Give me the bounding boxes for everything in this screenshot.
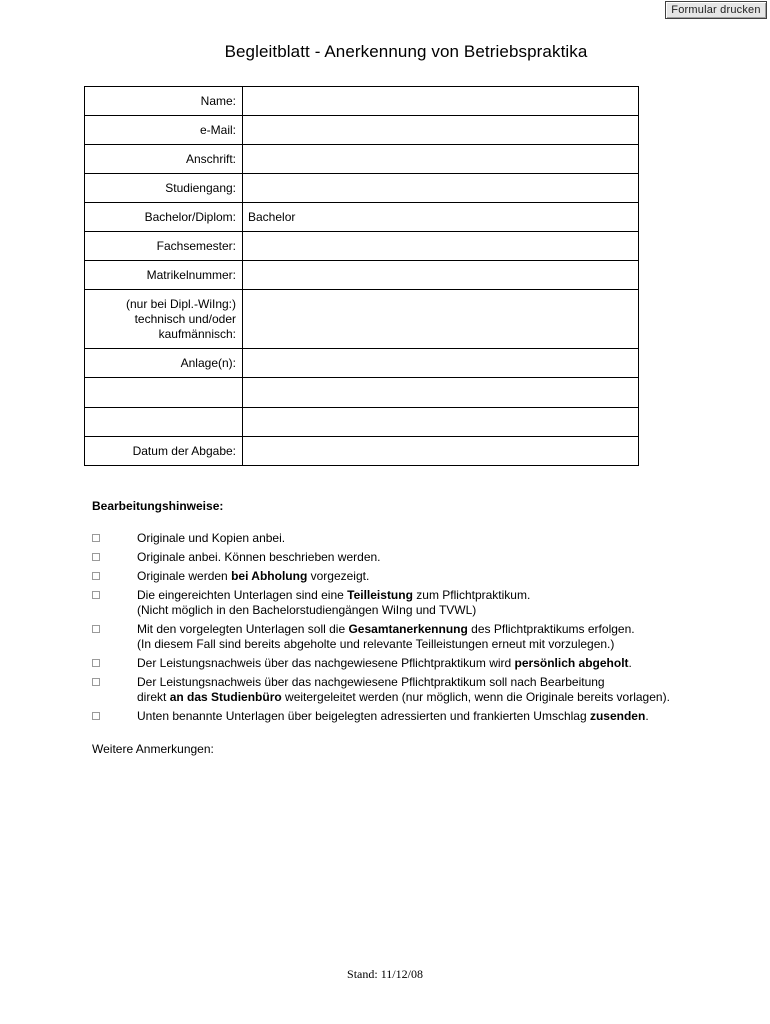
list-item bbox=[92, 709, 732, 724]
dipl-type-label-line: technisch und/oder bbox=[134, 311, 236, 326]
notes-heading: Bearbeitungshinweise: bbox=[92, 499, 224, 513]
table-row bbox=[85, 437, 639, 466]
item-text-line2 bbox=[137, 690, 732, 705]
further-remarks-label: Weitere Anmerkungen: bbox=[92, 742, 214, 756]
table-row bbox=[85, 116, 639, 145]
address-label: Anschrift: bbox=[85, 145, 243, 174]
emphasis: Teilleistung bbox=[347, 588, 413, 602]
submission-date-label: Datum der Abgabe: bbox=[85, 437, 243, 466]
item-text-line2: (In diesem Fall sind bereits abgeholte und relevante Teilleistungen erneut mit vorzulegen.) bbox=[137, 637, 615, 651]
list-item bbox=[92, 569, 732, 584]
item-text bbox=[137, 569, 732, 584]
degree-label: Bachelor/Diplom: bbox=[85, 203, 243, 232]
emphasis: Gesamtanerkennung bbox=[348, 622, 468, 636]
attachments-field-1[interactable] bbox=[243, 349, 639, 378]
table-row bbox=[85, 408, 639, 437]
application-form-table bbox=[84, 86, 639, 466]
name-label: Name: bbox=[85, 87, 243, 116]
text-part: zum Pflichtpraktikum. bbox=[412, 588, 531, 602]
program-field[interactable] bbox=[243, 174, 639, 203]
table-row bbox=[85, 261, 639, 290]
program-label: Studiengang: bbox=[85, 174, 243, 203]
email-field[interactable] bbox=[243, 116, 639, 145]
matriculation-field[interactable] bbox=[243, 261, 639, 290]
page-title: Begleitblatt - Anerkennung von Betriebspraktika bbox=[224, 42, 588, 61]
text-part: Mit den vorgelegten Unterlagen soll die bbox=[137, 622, 349, 636]
item-text: Originale und Kopien anbei. bbox=[137, 531, 286, 545]
checkbox[interactable] bbox=[92, 534, 100, 542]
text-part: Die eingereichten Unterlagen sind eine bbox=[137, 588, 348, 602]
checkbox[interactable] bbox=[92, 659, 100, 667]
table-row bbox=[85, 174, 639, 203]
emphasis: persönlich abgeholt bbox=[514, 656, 629, 670]
text-part: des Pflichtpraktikums erfolgen. bbox=[467, 622, 635, 636]
text-part: Der Leistungsnachweis über das nachgewiesene Pflichtpraktikum wird bbox=[137, 656, 515, 670]
table-row bbox=[85, 203, 639, 232]
email-label: e-Mail: bbox=[85, 116, 243, 145]
table-row bbox=[85, 145, 639, 174]
item-text bbox=[137, 622, 732, 637]
checkbox[interactable] bbox=[92, 591, 100, 599]
item-text: Der Leistungsnachweis über das nachgewiesene Pflichtpraktikum soll nach Bearbeitung bbox=[137, 675, 605, 689]
text-part: vorgezeigt. bbox=[307, 569, 370, 583]
matriculation-label: Matrikelnummer: bbox=[85, 261, 243, 290]
dipl-type-label-line: kaufmännisch: bbox=[158, 326, 236, 341]
emphasis: an das Studienbüro bbox=[169, 690, 282, 704]
dipl-type-label-line: (nur bei Dipl.-WiIng:) bbox=[125, 296, 236, 311]
text-part: Originale werden bbox=[137, 569, 232, 583]
emphasis: bei Abholung bbox=[231, 569, 308, 583]
text-part: weitergeleitet werden (nur möglich, wenn die Originale bereits vorlagen). bbox=[281, 690, 670, 704]
submission-date-field[interactable] bbox=[243, 437, 639, 466]
text-part: . bbox=[645, 709, 649, 723]
list-item bbox=[92, 622, 732, 652]
attachments-extra-label bbox=[85, 408, 243, 437]
table-row bbox=[85, 378, 639, 408]
checkbox[interactable] bbox=[92, 678, 100, 686]
item-text bbox=[137, 588, 732, 603]
print-form-button[interactable]: Formular drucken bbox=[665, 1, 767, 19]
dipl-type-field[interactable] bbox=[243, 290, 639, 349]
emphasis: zusenden bbox=[589, 709, 646, 723]
dipl-type-label bbox=[85, 290, 243, 349]
item-text-line2: (Nicht möglich in den Bachelorstudiengängen WiIng und TVWL) bbox=[137, 603, 477, 617]
attachments-label: Anlage(n): bbox=[85, 349, 243, 378]
table-row bbox=[85, 232, 639, 261]
list-item bbox=[92, 531, 732, 546]
table-row bbox=[85, 290, 639, 349]
text-part: Unten benannte Unterlagen über beigelegten adressierten und frankierten Umschlag bbox=[137, 709, 590, 723]
list-item bbox=[92, 550, 732, 565]
checkbox[interactable] bbox=[92, 625, 100, 633]
attachments-extra-label bbox=[85, 378, 243, 408]
table-row bbox=[85, 87, 639, 116]
degree-value: Bachelor bbox=[248, 210, 296, 224]
semester-label: Fachsemester: bbox=[85, 232, 243, 261]
notes-checklist bbox=[92, 531, 732, 728]
degree-field[interactable] bbox=[243, 203, 639, 232]
list-item bbox=[92, 656, 732, 671]
text-part: . bbox=[628, 656, 632, 670]
item-text: Originale anbei. Können beschrieben werden. bbox=[137, 550, 381, 564]
address-field[interactable] bbox=[243, 145, 639, 174]
name-field[interactable] bbox=[243, 87, 639, 116]
item-text bbox=[137, 656, 732, 671]
table-row bbox=[85, 349, 639, 378]
list-item bbox=[92, 675, 732, 705]
list-item bbox=[92, 588, 732, 618]
text-part: direkt bbox=[137, 690, 170, 704]
checkbox[interactable] bbox=[92, 553, 100, 561]
attachments-field-3[interactable] bbox=[243, 408, 639, 437]
checkbox[interactable] bbox=[92, 712, 100, 720]
footer-date: Stand: 11/12/08 bbox=[347, 967, 423, 981]
semester-field[interactable] bbox=[243, 232, 639, 261]
item-text bbox=[137, 709, 732, 724]
checkbox[interactable] bbox=[92, 572, 100, 580]
attachments-field-2[interactable] bbox=[243, 378, 639, 408]
